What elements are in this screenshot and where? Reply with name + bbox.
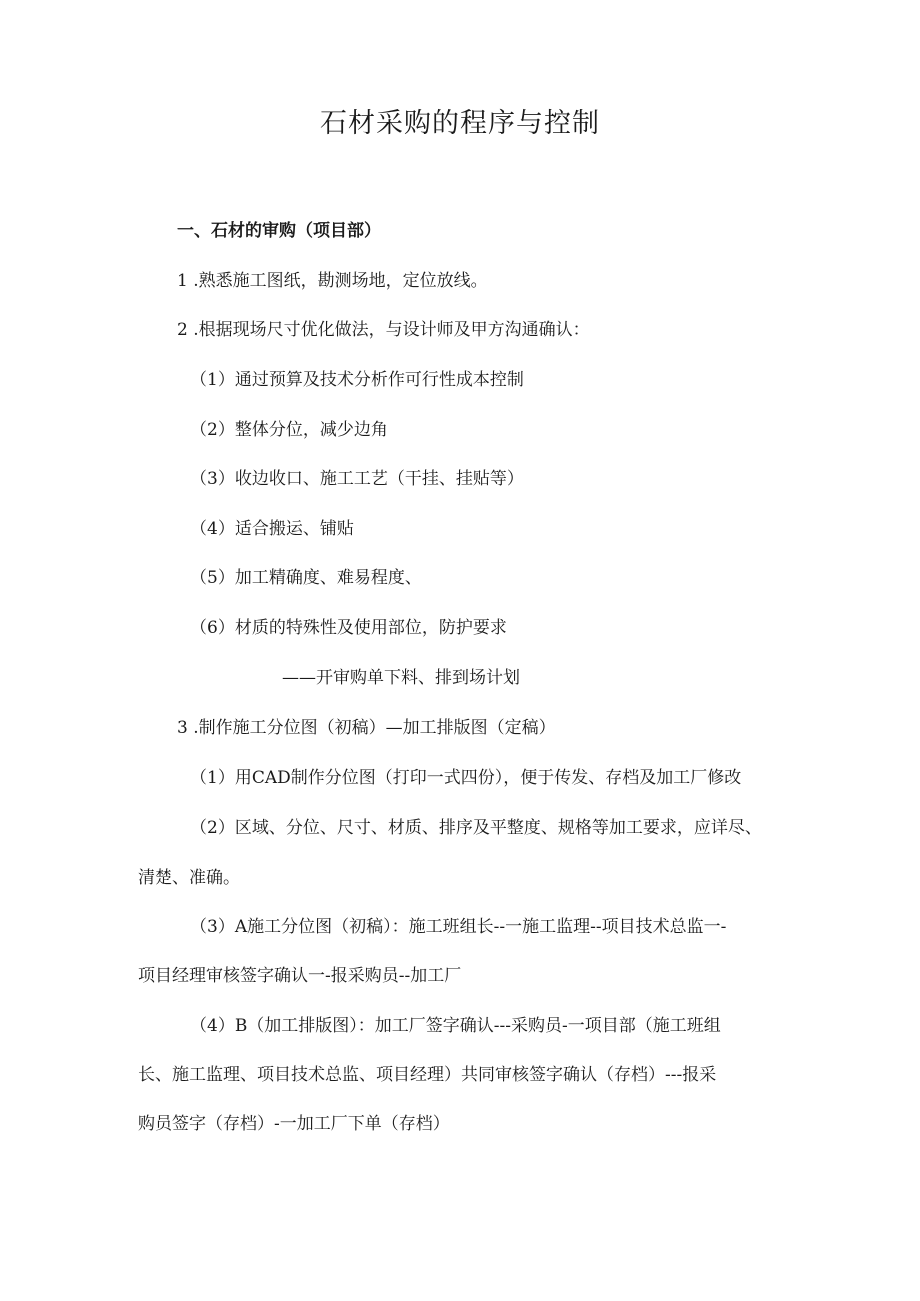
sub-item-continuation: 清楚、准确。 — [138, 868, 240, 888]
sub-item: （2）区域、分位、尺寸、材质、排序及平整度、规格等加工要求，应详尽、 — [190, 818, 762, 838]
sub-item: （1）用CAD制作分位图（打印一式四份），便于传发、存档及加工厂修改 — [190, 768, 742, 788]
list-item-2: 2 .根据现场尺寸优化做法，与设计师及甲方沟通确认： — [177, 320, 590, 340]
document-title: 石材采购的程序与控制 — [320, 108, 600, 139]
sub-item-continuation: 购员签字（存档）-一加工厂下单（存档） — [138, 1114, 450, 1134]
sub-item-continuation: 长、施工监理、项目技术总监、项目经理）共同审核签字确认（存档）---报采 — [138, 1065, 717, 1085]
section-heading: 一、石材的审购（项目部） — [177, 221, 381, 241]
sub-item: （4）适合搬运、铺贴 — [190, 519, 354, 539]
note-line: ——开审购单下料、排到场计划 — [282, 668, 520, 688]
sub-item: （1）通过预算及技术分析作可行性成本控制 — [190, 370, 524, 390]
list-item-1: 1 .熟悉施工图纸，勘测场地，定位放线。 — [177, 271, 488, 291]
sub-item: （6）材质的特殊性及使用部位，防护要求 — [190, 618, 507, 638]
sub-item: （3）收边收口、施工工艺（干挂、挂贴等） — [190, 469, 524, 489]
sub-item: （4）B（加工排版图）：加工厂签字确认---采购员-一项目部（施工班组 — [190, 1016, 721, 1036]
sub-item-continuation: 项目经理审核签字确认一-报采购员--加工厂 — [138, 966, 462, 986]
list-item-3: 3 .制作施工分位图（初稿）—加工排版图（定稿） — [177, 718, 556, 738]
sub-item: （5）加工精确度、难易程度、 — [190, 568, 422, 588]
sub-item: （2）整体分位，减少边角 — [190, 420, 388, 440]
sub-item: （3）A施工分位图（初稿）：施工班组长--一施工监理--项目技术总监一- — [190, 917, 727, 937]
